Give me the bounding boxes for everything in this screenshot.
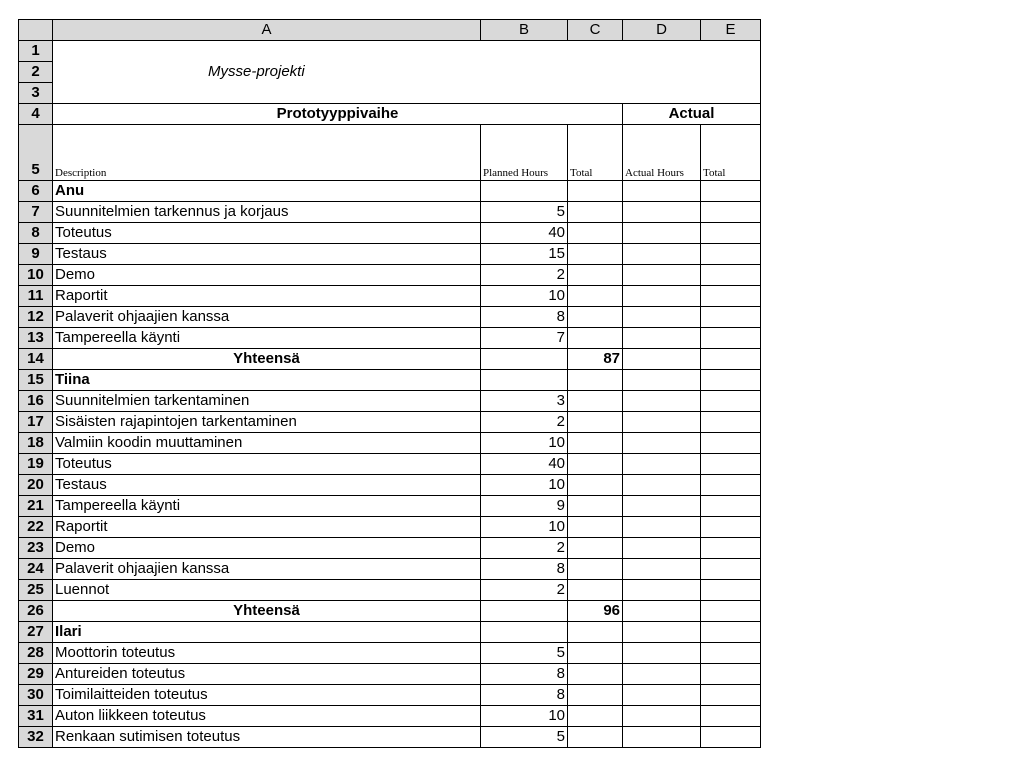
cell-c1[interactable] [568,41,623,62]
actual-hours-cell[interactable] [623,370,701,391]
planned-hours-cell[interactable]: 40 [481,223,568,244]
cell-d2[interactable] [623,62,701,83]
total-cell[interactable] [568,643,623,664]
planned-hours-cell[interactable] [481,370,568,391]
total-cell[interactable] [568,538,623,559]
actual-hours-cell[interactable] [623,475,701,496]
table-row [19,601,761,622]
actual-total-cell[interactable] [701,391,761,412]
actual-hours-cell[interactable] [623,349,701,370]
row-header[interactable]: 31 [19,706,53,727]
cell-b3[interactable] [481,83,568,104]
table-row [19,307,761,328]
total-cell[interactable] [568,706,623,727]
table-row [19,517,761,538]
column-header-row [19,20,761,41]
total-cell[interactable] [568,685,623,706]
table-row [19,496,761,517]
actual-hours-cell[interactable] [623,601,701,622]
actual-total-cell[interactable] [701,265,761,286]
section-header-actual[interactable]: Actual [623,104,761,125]
table-row [19,643,761,664]
cell-d3[interactable] [623,83,701,104]
actual-hours-cell[interactable] [623,202,701,223]
actual-total-cell[interactable] [701,727,761,748]
row-header[interactable]: 28 [19,643,53,664]
total-cell[interactable] [568,202,623,223]
row-header[interactable]: 8 [19,223,53,244]
total-cell[interactable] [568,328,623,349]
planned-hours-cell[interactable]: 10 [481,706,568,727]
table-row [19,685,761,706]
planned-hours-cell[interactable] [481,622,568,643]
total-cell[interactable] [568,286,623,307]
actual-hours-cell[interactable] [623,454,701,475]
table-row [19,538,761,559]
row-header[interactable]: 24 [19,559,53,580]
planned-hours-cell[interactable]: 8 [481,559,568,580]
actual-hours-cell[interactable] [623,643,701,664]
row-header[interactable]: 17 [19,412,53,433]
actual-total-cell[interactable] [701,601,761,622]
table-row [19,412,761,433]
actual-total-cell[interactable] [701,307,761,328]
actual-total-cell[interactable] [701,370,761,391]
person-name-cell[interactable]: Tiina [53,370,481,391]
row-header[interactable]: 23 [19,538,53,559]
spreadsheet-grid [18,19,761,748]
planned-hours-cell[interactable] [481,349,568,370]
total-cell[interactable] [568,517,623,538]
actual-total-cell[interactable] [701,685,761,706]
planned-hours-cell[interactable]: 10 [481,475,568,496]
row-header[interactable]: 26 [19,601,53,622]
actual-hours-cell[interactable] [623,622,701,643]
table-row [19,349,761,370]
planned-hours-cell[interactable]: 40 [481,454,568,475]
actual-total-cell[interactable] [701,412,761,433]
actual-total-cell[interactable] [701,181,761,202]
planned-hours-cell[interactable]: 2 [481,265,568,286]
actual-total-cell[interactable] [701,286,761,307]
task-description-cell[interactable]: Raportit [53,517,481,538]
task-description-cell[interactable]: Raportit [53,286,481,307]
table-row [19,328,761,349]
actual-hours-cell[interactable] [623,307,701,328]
column-header-b[interactable]: B [481,20,568,41]
row-header[interactable]: 1 [19,41,53,62]
planned-hours-cell[interactable]: 7 [481,328,568,349]
actual-hours-cell[interactable] [623,244,701,265]
cell-c2[interactable] [568,62,623,83]
column-header-a[interactable]: A [53,20,481,41]
task-description-cell[interactable]: Toteutus [53,223,481,244]
actual-total-cell[interactable] [701,433,761,454]
row-header[interactable]: 32 [19,727,53,748]
actual-total-cell[interactable] [701,517,761,538]
task-description-cell[interactable]: Demo [53,538,481,559]
column-label-planned-hours[interactable]: Planned Hours [481,125,568,181]
cell-a2[interactable] [53,62,481,83]
total-cell[interactable]: 87 [568,349,623,370]
task-description-cell[interactable]: Tampereella käynti [53,496,481,517]
column-header-d[interactable]: D [623,20,701,41]
actual-hours-cell[interactable] [623,181,701,202]
actual-total-cell[interactable] [701,580,761,601]
table-row [19,664,761,685]
actual-hours-cell[interactable] [623,265,701,286]
total-cell[interactable] [568,265,623,286]
total-cell[interactable] [568,412,623,433]
task-description-cell[interactable]: Suunnitelmien tarkentaminen [53,391,481,412]
actual-hours-cell[interactable] [623,223,701,244]
actual-total-cell[interactable] [701,496,761,517]
planned-hours-cell[interactable]: 5 [481,202,568,223]
table-row [19,475,761,496]
cell-a3[interactable] [53,83,481,104]
cell-b2[interactable] [481,62,568,83]
actual-total-cell[interactable] [701,643,761,664]
row-header[interactable]: 18 [19,433,53,454]
actual-total-cell[interactable] [701,475,761,496]
person-name-cell[interactable]: Anu [53,181,481,202]
row-header[interactable]: 29 [19,664,53,685]
actual-total-cell[interactable] [701,328,761,349]
actual-total-cell[interactable] [701,622,761,643]
row-header[interactable]: 7 [19,202,53,223]
planned-hours-cell[interactable]: 5 [481,643,568,664]
table-row [19,286,761,307]
planned-hours-cell[interactable]: 15 [481,244,568,265]
total-cell[interactable] [568,727,623,748]
actual-hours-cell[interactable] [623,328,701,349]
row-header[interactable]: 27 [19,622,53,643]
total-cell[interactable] [568,496,623,517]
column-header-c[interactable]: C [568,20,623,41]
row-header[interactable]: 13 [19,328,53,349]
task-description-cell[interactable]: Luennot [53,580,481,601]
planned-hours-cell[interactable]: 2 [481,538,568,559]
table-row [19,370,761,391]
column-label-actual-hours[interactable]: Actual Hours [623,125,701,181]
row-header[interactable]: 14 [19,349,53,370]
actual-hours-cell[interactable] [623,559,701,580]
table-row [19,223,761,244]
planned-hours-cell[interactable]: 8 [481,685,568,706]
task-description-cell[interactable]: Testaus [53,244,481,265]
total-cell[interactable] [568,664,623,685]
section-header-prototype[interactable]: Prototyyppivaihe [53,104,623,125]
task-description-cell[interactable]: Renkaan sutimisen toteutus [53,727,481,748]
task-description-cell[interactable]: Sisäisten rajapintojen tarkentaminen [53,412,481,433]
row-header[interactable]: 19 [19,454,53,475]
actual-total-cell[interactable] [701,538,761,559]
actual-hours-cell[interactable] [623,685,701,706]
table-row [19,454,761,475]
table-row [19,727,761,748]
sheet-title: Mysse-projekti [208,62,305,80]
planned-hours-cell[interactable]: 10 [481,433,568,454]
table-row [19,622,761,643]
row-header[interactable]: 30 [19,685,53,706]
row-header[interactable]: 4 [19,104,53,125]
sheet-row-3 [19,83,761,104]
task-description-cell[interactable]: Moottorin toteutus [53,643,481,664]
task-description-cell[interactable]: Testaus [53,475,481,496]
total-cell[interactable]: 96 [568,601,623,622]
cell-c3[interactable] [568,83,623,104]
total-cell[interactable] [568,433,623,454]
task-description-cell[interactable]: Toteutus [53,454,481,475]
table-row [19,391,761,412]
row-header[interactable]: 16 [19,391,53,412]
actual-hours-cell[interactable] [623,391,701,412]
planned-hours-cell[interactable]: 5 [481,727,568,748]
actual-total-cell[interactable] [701,202,761,223]
actual-hours-cell[interactable] [623,433,701,454]
total-cell[interactable] [568,307,623,328]
table-row [19,706,761,727]
column-label-actual-total[interactable]: Total [701,125,761,181]
total-cell[interactable] [568,559,623,580]
column-header-e[interactable]: E [701,20,761,41]
row-header[interactable]: 6 [19,181,53,202]
actual-total-cell[interactable] [701,349,761,370]
cell-e2[interactable] [701,62,761,83]
row-header[interactable]: 5 [19,125,53,181]
task-description-cell[interactable]: Suunnitelmien tarkennus ja korjaus [53,202,481,223]
row-header[interactable]: 2 [19,62,53,83]
row-header[interactable]: 10 [19,265,53,286]
subtotal-label-cell[interactable]: Yhteensä [53,601,481,622]
table-row [19,265,761,286]
task-description-cell[interactable]: Palaverit ohjaajien kanssa [53,559,481,580]
task-description-cell[interactable]: Palaverit ohjaajien kanssa [53,307,481,328]
row-header[interactable]: 11 [19,286,53,307]
actual-total-cell[interactable] [701,706,761,727]
task-description-cell[interactable]: Valmiin koodin muuttaminen [53,433,481,454]
actual-hours-cell[interactable] [623,706,701,727]
actual-total-cell[interactable] [701,454,761,475]
table-row [19,202,761,223]
row-header[interactable]: 22 [19,517,53,538]
cell-e1[interactable] [701,41,761,62]
row-header[interactable]: 21 [19,496,53,517]
total-cell[interactable] [568,244,623,265]
planned-hours-cell[interactable]: 10 [481,286,568,307]
table-row [19,433,761,454]
actual-hours-cell[interactable] [623,664,701,685]
sheet-row-5 [19,125,761,181]
sheet-row-1 [19,41,761,62]
total-cell[interactable] [568,622,623,643]
row-header[interactable]: 12 [19,307,53,328]
total-cell[interactable] [568,391,623,412]
actual-total-cell[interactable] [701,664,761,685]
column-label-total[interactable]: Total [568,125,623,181]
planned-hours-cell[interactable]: 8 [481,307,568,328]
sheet-row-2 [19,62,761,83]
actual-hours-cell[interactable] [623,727,701,748]
subtotal-label-cell[interactable]: Yhteensä [53,349,481,370]
actual-total-cell[interactable] [701,223,761,244]
select-all-corner[interactable] [19,20,53,41]
actual-hours-cell[interactable] [623,580,701,601]
total-cell[interactable] [568,181,623,202]
cell-e3[interactable] [701,83,761,104]
actual-hours-cell[interactable] [623,412,701,433]
actual-hours-cell[interactable] [623,517,701,538]
planned-hours-cell[interactable]: 3 [481,391,568,412]
actual-hours-cell[interactable] [623,538,701,559]
total-cell[interactable] [568,370,623,391]
cell-d1[interactable] [623,41,701,62]
column-label-description[interactable]: Description [53,125,481,181]
planned-hours-cell[interactable]: 10 [481,517,568,538]
planned-hours-cell[interactable]: 9 [481,496,568,517]
total-cell[interactable] [568,454,623,475]
row-header[interactable]: 25 [19,580,53,601]
task-description-cell[interactable]: Auton liikkeen toteutus [53,706,481,727]
actual-hours-cell[interactable] [623,286,701,307]
sheet-row-4 [19,104,761,125]
table-row [19,181,761,202]
task-description-cell[interactable]: Demo [53,265,481,286]
total-cell[interactable] [568,223,623,244]
total-cell[interactable] [568,475,623,496]
table-row [19,559,761,580]
task-description-cell[interactable]: Toimilaitteiden toteutus [53,685,481,706]
table-row [19,244,761,265]
actual-total-cell[interactable] [701,244,761,265]
planned-hours-cell[interactable] [481,601,568,622]
planned-hours-cell[interactable]: 8 [481,664,568,685]
row-header[interactable]: 9 [19,244,53,265]
row-header[interactable]: 3 [19,83,53,104]
actual-hours-cell[interactable] [623,496,701,517]
actual-total-cell[interactable] [701,559,761,580]
row-header[interactable]: 20 [19,475,53,496]
task-description-cell[interactable]: Tampereella käynti [53,328,481,349]
planned-hours-cell[interactable] [481,181,568,202]
total-cell[interactable] [568,580,623,601]
cell-b1[interactable] [481,41,568,62]
row-header[interactable]: 15 [19,370,53,391]
planned-hours-cell[interactable]: 2 [481,580,568,601]
planned-hours-cell[interactable]: 2 [481,412,568,433]
cell-a1[interactable] [53,41,481,62]
table-row [19,580,761,601]
task-description-cell[interactable]: Antureiden toteutus [53,664,481,685]
person-name-cell[interactable]: Ilari [53,622,481,643]
